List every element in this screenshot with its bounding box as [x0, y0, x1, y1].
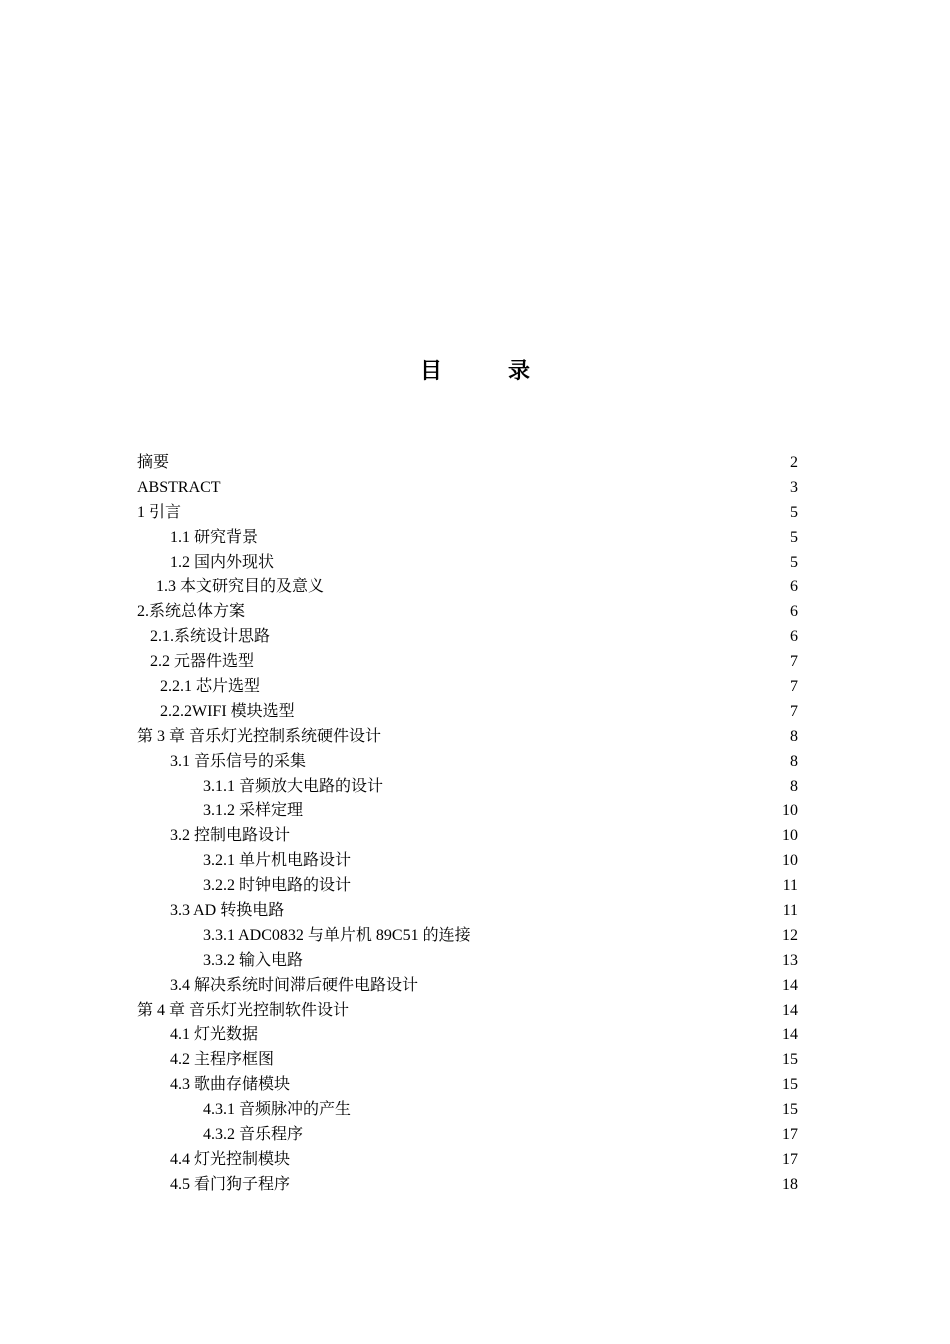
toc-entry-label: 4.4 灯光控制模块	[170, 1150, 291, 1168]
toc-entry[interactable]	[137, 974, 798, 999]
toc-entry-page-number: 5	[790, 528, 798, 546]
toc-entry[interactable]	[137, 451, 798, 476]
toc-entry-page-number: 7	[790, 702, 798, 720]
toc-entry-page-number: 14	[782, 1026, 798, 1044]
toc-entry-label: 3.2.2 时钟电路的设计	[203, 877, 352, 895]
toc-entry-label: 2.2.2WIFI 模块选型	[160, 702, 295, 720]
toc-entry-page-number: 15	[782, 1051, 798, 1069]
toc-entry[interactable]	[137, 899, 798, 924]
toc-entry-page-number: 15	[782, 1101, 798, 1119]
toc-entry-page-number: 8	[790, 752, 798, 770]
toc-entry[interactable]	[137, 874, 798, 899]
toc-entry-page-number: 5	[790, 553, 798, 571]
toc-entry-page-number: 17	[782, 1126, 798, 1144]
toc-entry-page-number: 15	[782, 1076, 798, 1094]
toc-entry-page-number: 10	[782, 802, 798, 820]
toc-entry-label: 3.4 解决系统时间滞后硬件电路设计	[170, 976, 419, 994]
toc-entry-page-number: 8	[790, 727, 798, 745]
toc-entry-page-number: 18	[782, 1175, 798, 1193]
toc-entry[interactable]	[137, 551, 798, 576]
toc-entry-label: 2.系统总体方案	[137, 603, 246, 621]
toc-entry[interactable]	[137, 1173, 798, 1198]
toc-entry-page-number: 7	[790, 653, 798, 671]
page-title: 目 录	[419, 358, 552, 383]
toc-entry-label: 1.2 国内外现状	[170, 553, 275, 571]
toc-entry[interactable]	[137, 799, 798, 824]
toc-entry[interactable]	[137, 849, 798, 874]
toc-entry-label: 4.3.1 音频脉冲的产生	[203, 1101, 352, 1119]
toc-entry[interactable]	[137, 924, 798, 949]
toc-entry-label: 3.3.2 输入电路	[203, 951, 304, 969]
toc-entry-label: 1.3 本文研究目的及意义	[156, 578, 325, 596]
toc-entry-page-number: 6	[790, 603, 798, 621]
toc-entry[interactable]	[137, 1098, 798, 1123]
toc-entry-label: 3.1.1 音频放大电路的设计	[203, 777, 384, 795]
toc-entry[interactable]	[137, 1048, 798, 1073]
toc-entry-page-number: 6	[790, 578, 798, 596]
toc-entry-label: 3.1 音乐信号的采集	[170, 752, 307, 770]
toc-entry-page-number: 10	[782, 852, 798, 870]
toc-entry[interactable]	[137, 650, 798, 675]
toc-entry-page-number: 2	[790, 453, 798, 471]
toc-entry-label: 4.5 看门狗子程序	[170, 1175, 291, 1193]
toc-entry[interactable]	[137, 575, 798, 600]
toc-entry[interactable]	[137, 625, 798, 650]
toc-entry[interactable]	[137, 949, 798, 974]
toc-entry-page-number: 12	[782, 926, 798, 944]
toc-entry-label: 4.1 灯光数据	[170, 1026, 259, 1044]
toc-entry-label: ABSTRACT	[137, 478, 221, 496]
toc-entry[interactable]	[137, 1073, 798, 1098]
toc-entry-label: 2.2 元器件选型	[150, 653, 255, 671]
toc-entry[interactable]	[137, 476, 798, 501]
toc-entry-page-number: 3	[790, 478, 798, 496]
toc-entry[interactable]	[137, 775, 798, 800]
toc-entry-label: 第 4 章 音乐灯光控制软件设计	[137, 1001, 350, 1019]
toc-entry-label: 2.1.系统设计思路	[150, 628, 271, 646]
toc-entry-label: 第 3 章 音乐灯光控制系统硬件设计	[137, 727, 382, 745]
toc-entry-page-number: 13	[782, 951, 798, 969]
toc-entry[interactable]	[137, 675, 798, 700]
toc-entry[interactable]	[137, 1023, 798, 1048]
toc-entry-label: 3.3 AD 转换电路	[170, 902, 285, 920]
toc-entry[interactable]	[137, 999, 798, 1024]
toc-entry[interactable]	[137, 501, 798, 526]
toc-entry-label: 4.3 歌曲存储模块	[170, 1076, 291, 1094]
toc-entry-label: 4.2 主程序框图	[170, 1051, 275, 1069]
toc-entry[interactable]	[137, 824, 798, 849]
toc-entry-label: 2.2.1 芯片选型	[160, 678, 261, 695]
toc-entry-page-number: 10	[782, 827, 798, 845]
toc-entry[interactable]	[137, 1123, 798, 1148]
toc-entry[interactable]	[137, 750, 798, 775]
toc-entry-page-number: 11	[782, 902, 798, 920]
toc-entry-page-number: 14	[782, 976, 798, 994]
toc-entry[interactable]	[137, 600, 798, 625]
toc-entry[interactable]	[137, 526, 798, 551]
toc-entry-label: 3.2 控制电路设计	[170, 827, 291, 845]
toc-entry-label: 3.2.1 单片机电路设计	[203, 852, 352, 870]
toc-entry-page-number: 14	[782, 1001, 798, 1019]
toc-entry-label: 3.3.1 ADC0832 与单片机 89C51 的连接	[203, 926, 471, 944]
toc-entry[interactable]	[137, 725, 798, 750]
toc-entry-label: 4.3.2 音乐程序	[203, 1126, 304, 1144]
toc-entry-page-number: 11	[782, 877, 798, 895]
toc-entry-page-number: 5	[790, 503, 798, 521]
toc-entry-page-number: 6	[790, 628, 798, 646]
table-of-contents	[137, 451, 798, 1198]
toc-entry-label: 1.1 研究背景	[170, 528, 259, 546]
toc-entry-label: 1 引言	[137, 503, 182, 521]
toc-entry-label: 摘要	[137, 453, 170, 471]
toc-entry-label: 3.1.2 采样定理	[203, 802, 304, 820]
toc-entry[interactable]	[137, 700, 798, 725]
toc-entry-page-number: 7	[790, 678, 798, 695]
toc-entry-page-number: 17	[782, 1150, 798, 1168]
toc-entry-page-number: 8	[790, 777, 798, 795]
toc-entry[interactable]	[137, 1148, 798, 1173]
